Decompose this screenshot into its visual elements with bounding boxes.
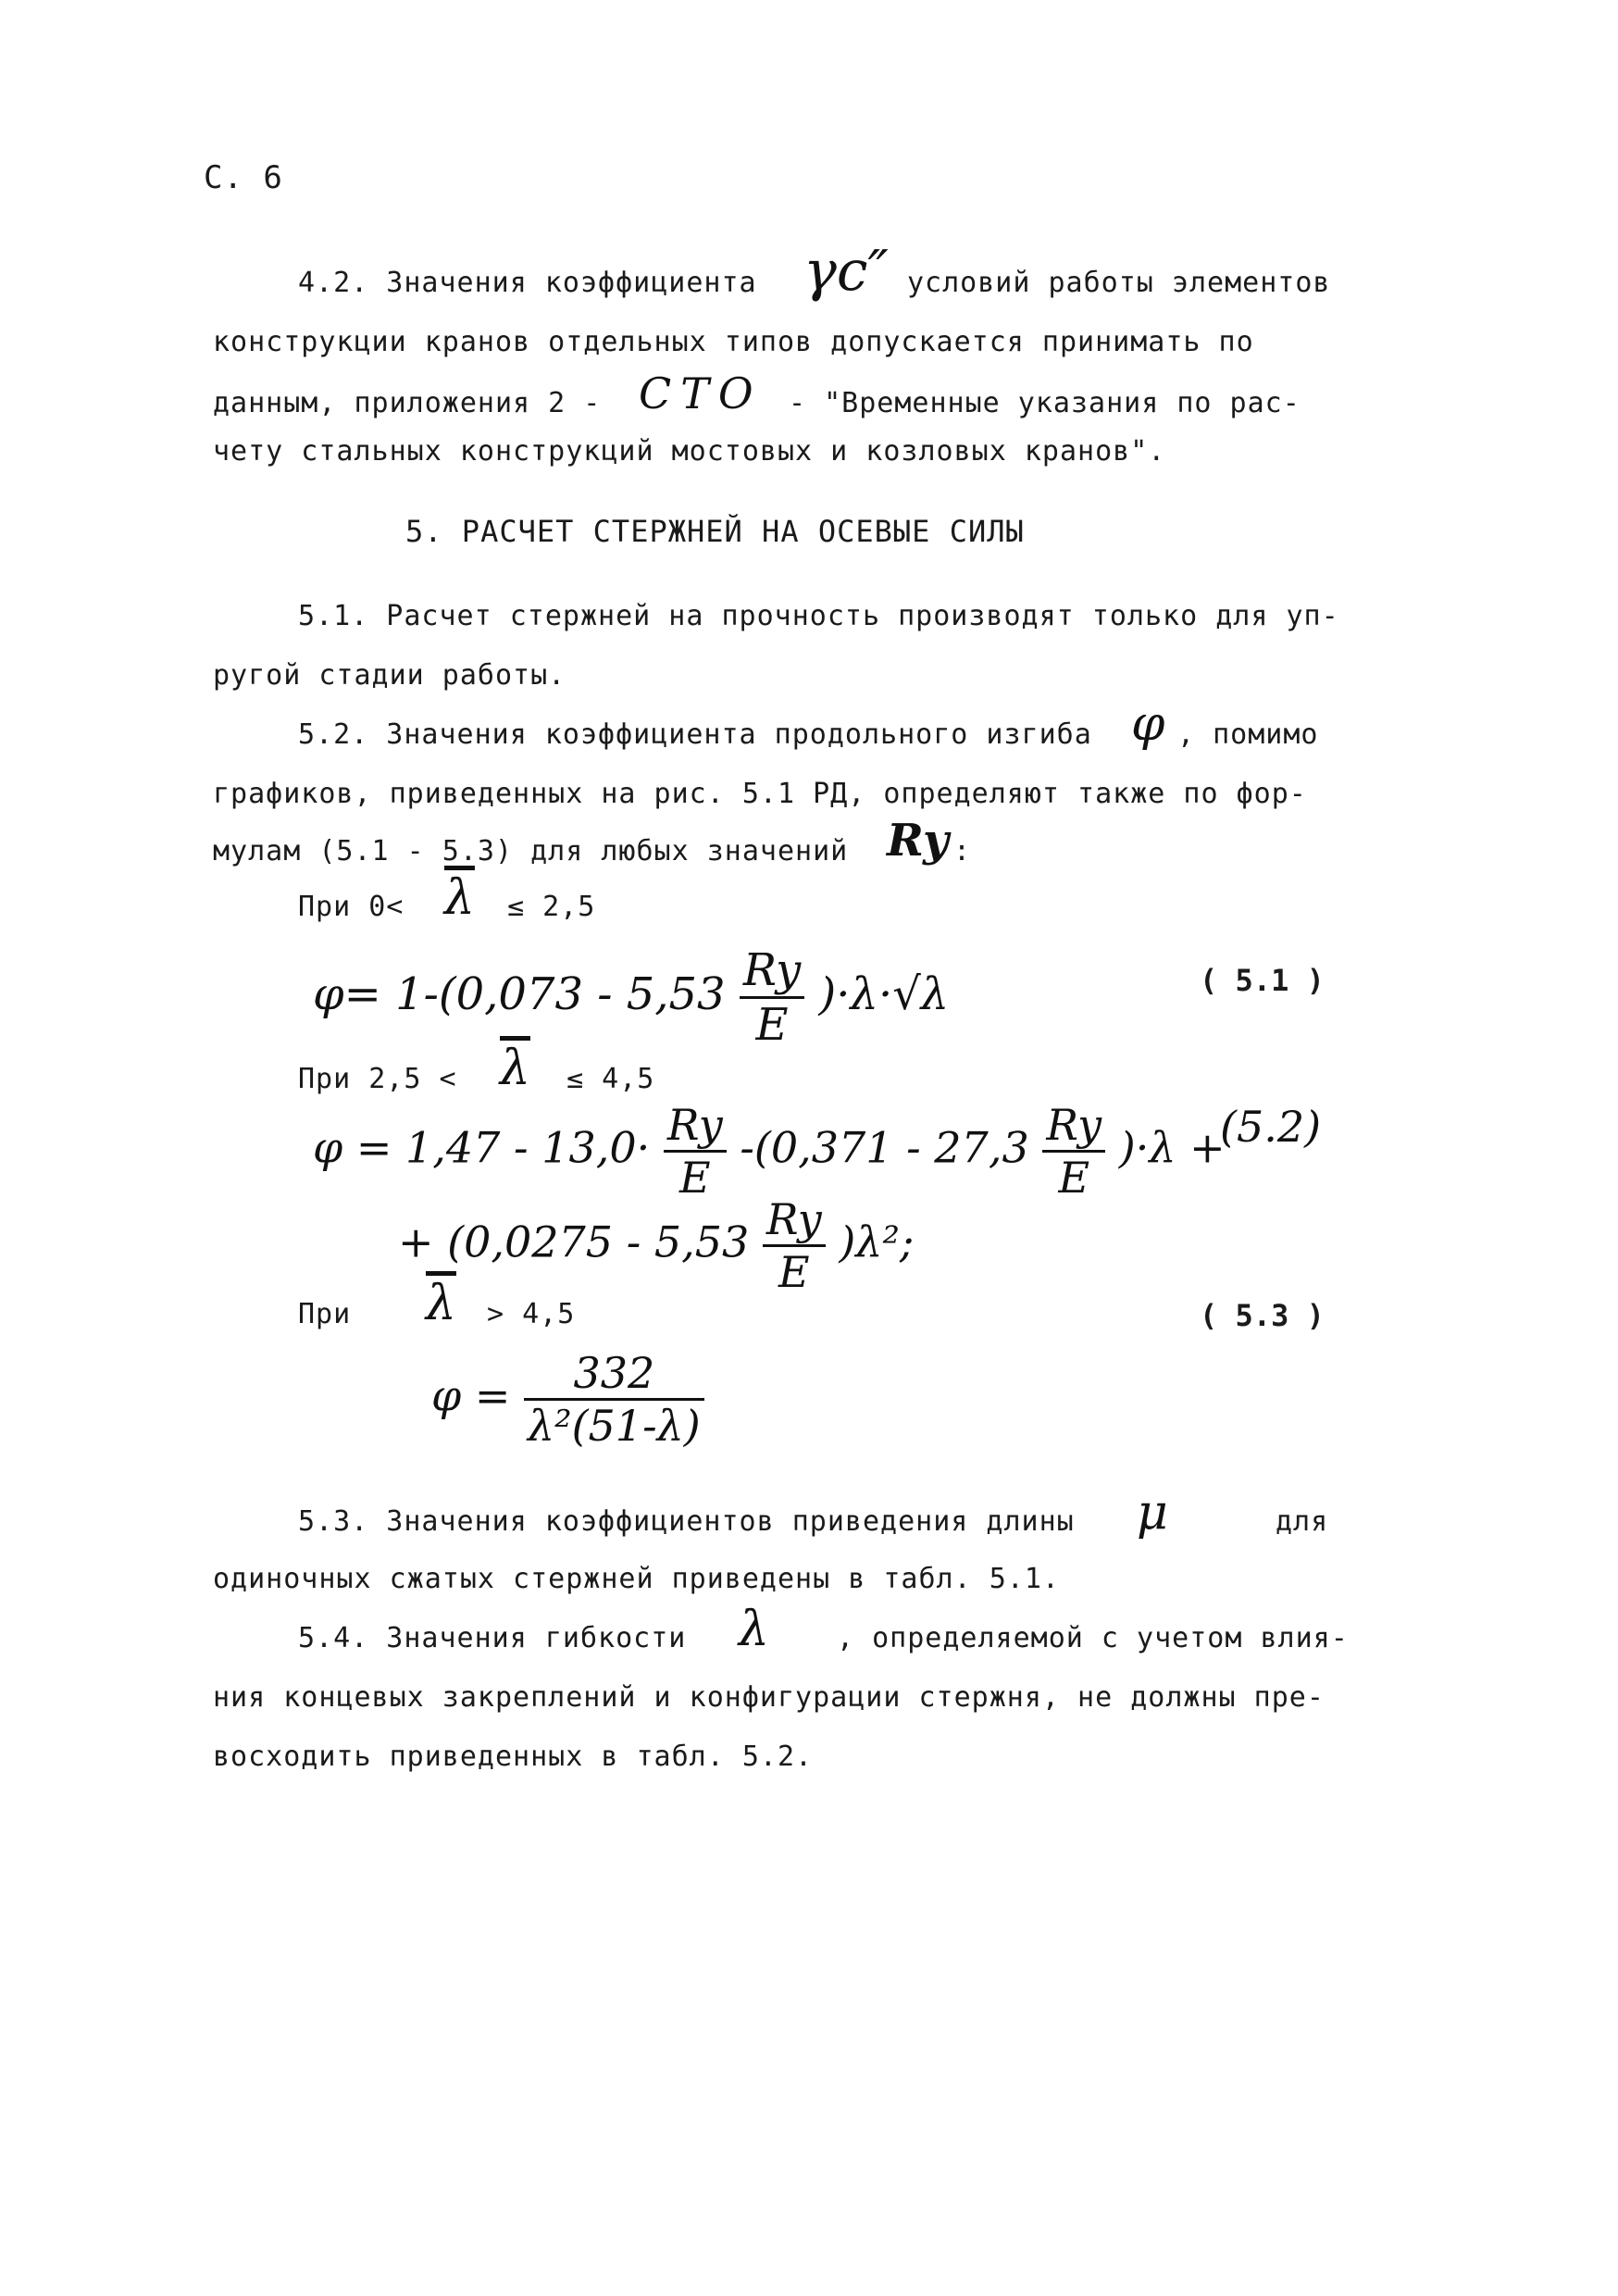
cond1-rest: ≤ 2,5 — [507, 891, 596, 923]
f1-num: Ry — [740, 944, 804, 999]
f2-den2: E — [1058, 1153, 1090, 1203]
cond1-pri: При 0< — [298, 891, 404, 923]
p54-line1-a: 5.4. Значения гибкости — [298, 1622, 687, 1654]
p51-line1: 5.1. Расчет стержней на прочность производят только для уп- — [298, 600, 1339, 632]
f2-fraction3 — [763, 1194, 826, 1297]
section-title: 5. РАСЧЕТ СТЕРЖНЕЙ НА ОСЕВЫЕ СИЛЫ — [405, 514, 1025, 549]
lambda-symbol: λ — [739, 1602, 769, 1657]
p52-line1-a: 5.2. Значения коэффициента продольного изгиба — [298, 718, 1092, 751]
f2-fraction2 — [1042, 1100, 1105, 1203]
f3-num: 332 — [524, 1348, 704, 1401]
cond2-rest: ≤ 4,5 — [566, 1063, 655, 1095]
formula-5-3 — [431, 1348, 704, 1451]
f2-num3: Ry — [763, 1194, 826, 1247]
f2-c: )·λ + — [1118, 1122, 1226, 1173]
f1-rhs: )·λ·√λ — [818, 968, 950, 1020]
f2-b: -(0,371 - 27,3 — [740, 1122, 1029, 1173]
formula-5-1 — [313, 944, 949, 1051]
p52-line3-a: мулам (5.1 - 5.3) для любых значений — [213, 835, 849, 867]
p52-line1-b: , помимо — [1177, 718, 1319, 751]
f2-den1: E — [678, 1153, 711, 1203]
f1-fraction — [740, 944, 804, 1051]
f3-den: λ²(51-λ) — [528, 1401, 701, 1451]
p42-line1-a: 4.2. Значения коэффициента — [298, 267, 757, 299]
gamma-symbol: γc″ — [803, 239, 889, 304]
p54-line2: ния концевых закреплений и конфигурации стержня, не должны пре- — [213, 1681, 1325, 1714]
f2-num1: Ry — [664, 1100, 727, 1153]
formula-5-2-line1 — [313, 1100, 1226, 1203]
p42-line1-b: условий работы элементов — [907, 267, 1331, 299]
cond3-label: ( 5.3 ) — [1200, 1298, 1325, 1333]
p53-line1-b: для — [1276, 1505, 1329, 1538]
p42-line3-a: данным, приложения 2 - — [213, 387, 602, 419]
p42-line3-b: - "Временные указания по рас- — [789, 387, 1301, 419]
f1-den: E — [755, 999, 789, 1051]
cond2-lambda: $\overline{\lambda}$ — [500, 1041, 530, 1096]
f2-a: φ = 1,47 - 13,0· — [313, 1122, 651, 1173]
cond1-lambda: $\overline{\lambda}$ — [444, 870, 475, 926]
cond3-pri: При — [298, 1298, 352, 1330]
p42-line2: конструкции кранов отдельных типов допускается принимать по — [213, 326, 1254, 358]
formula-5-2-line2 — [398, 1194, 914, 1297]
p53-line1-a: 5.3. Значения коэффициентов приведения длины — [298, 1505, 1075, 1538]
phi-symbol: φ — [1131, 696, 1165, 752]
cond2-pri: При 2,5 < — [298, 1063, 457, 1095]
p54-line1-b: , определяемой с учетом влия- — [837, 1622, 1349, 1654]
mu-symbol: μ — [1137, 1485, 1168, 1541]
p54-line3: восходить приведенных в табл. 5.2. — [213, 1741, 814, 1773]
f2-e: )λ²; — [839, 1217, 915, 1267]
cond3-lambda: $\overline{\lambda}$ — [426, 1276, 456, 1331]
f2-den3: E — [778, 1247, 810, 1297]
f1-label: ( 5.1 ) — [1200, 963, 1325, 998]
p52-line3-b: : — [953, 835, 972, 867]
p42-line4: чету стальных конструкций мостовых и козловых кранов". — [213, 435, 1166, 468]
p51-line2: ругой стадии работы. — [213, 659, 566, 692]
ry-symbol: Ry — [887, 815, 949, 867]
f2-d: + (0,0275 - 5,53 — [398, 1217, 750, 1267]
f1-lhs: φ= 1-(0,073 - 5,53 — [313, 968, 726, 1020]
f3-lhs: φ = — [431, 1370, 511, 1421]
page-number: С. 6 — [204, 159, 283, 196]
cto-handwritten: СТО — [639, 368, 763, 418]
p52-line2: графиков, приведенных на рис. 5.1 РД, определяют также по фор- — [213, 778, 1307, 810]
f2-num2: Ry — [1042, 1100, 1105, 1153]
f3-fraction — [524, 1348, 704, 1451]
cond3-rest: > 4,5 — [487, 1298, 576, 1330]
f2-label: (5.2) — [1220, 1102, 1322, 1152]
f2-fraction1 — [664, 1100, 727, 1203]
p53-line2: одиночных сжатых стержней приведены в табл. 5.1. — [213, 1563, 1060, 1595]
